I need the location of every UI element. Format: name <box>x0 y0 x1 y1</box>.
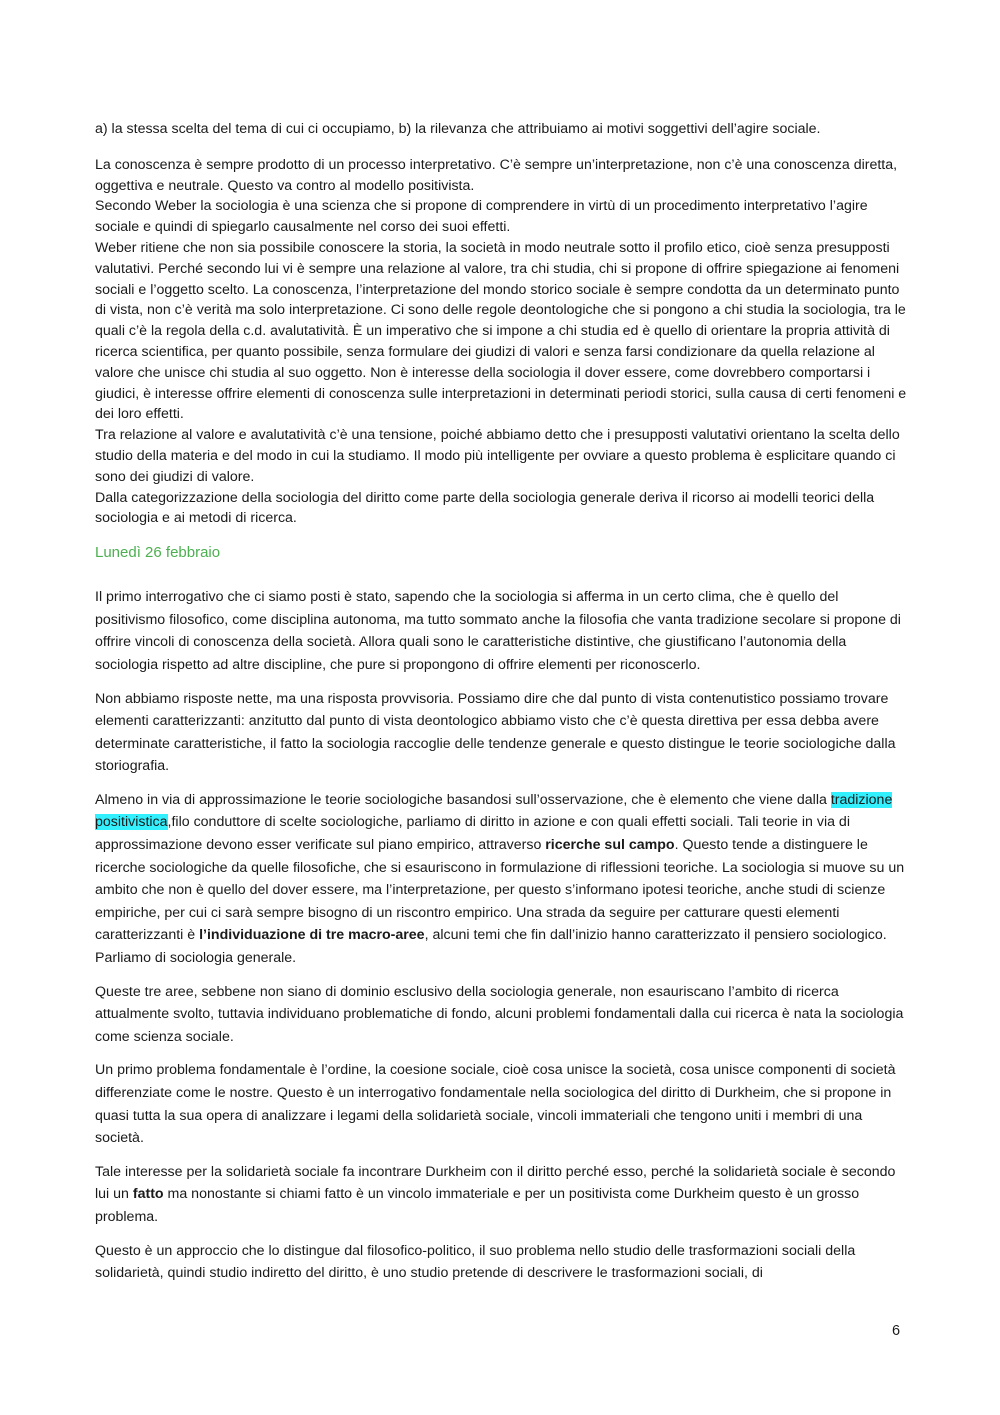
text-run: . Questo tende a distinguere le ricerche sociologiche da quelle filosofiche, che si esauriscono in formulazione di riflessioni teoriche. La sociologia si muove su un ambito che non è quello del dover essere, ma l’interpretazione, per questo s’informano ipotesi teoriche, anche studi di scienze empiriche, per cui ci sarà sempre bisogno di un riscontro empirico. Una strada da seguire per catturare questi elementi caratterizzanti è <box>95 837 905 944</box>
text-run: , alcuni temi che fin dall’inizio hanno caratterizzato il pensiero sociologico. Parliamo di sociologia generale. <box>95 927 887 967</box>
paragraph <box>95 789 907 970</box>
paragraph: La conoscenza è sempre prodotto di un processo interpretativo. C’è sempre un’interpretazione, non c’è una conoscenza diretta, oggettiva e neutrale. Questo va contro al modello positivista. <box>95 156 898 194</box>
weber-section <box>95 155 907 529</box>
paragraph: Il primo interrogativo che ci siamo posti è stato, sapendo che la sociologia si afferma in un certo clima, che è quello del positivismo filosofico, come disciplina autonoma, ma tutto sommato anche la filosofia che vanta tradizione secolare si propone di offrire vincoli di conoscenza della società. Allora quali sono le caratteristiche distintive, che giustificano l’autonomia della sociologia rispetto ad altre discipline, che pure si propongono di offrire elementi per riconoscerlo. <box>95 589 901 673</box>
paragraph: Weber ritiene che non sia possibile conoscere la storia, la società in modo neutrale sotto il profilo etico, cioè senza presupposti valutativi. Perché secondo lui vi è sempre una relazione al valore, tra chi studia, chi si propone di offrire spiegazione ai fenomeni sociali e l’oggetto scelto. La conoscenza, l’interpretazione del mondo storico sociale è sempre condotta da un determinato punto di vista, non c’è verità ma solo interpretazione. Ci sono delle regole deontologiche che si pongono a chi studia la sociologia, tra le quali c’è la regola della c.d. avalutatività. È un imperativo che si impone a chi studia ed è quello di orientare la propria attività di ricerca scientifica, per quanto possibile, senza formulare dei giudizi di valori e senza farsi condizionare da quella relazione al valore che unisce chi studia al suo oggetto. Non è interesse della sociologia il dover essere, come dovrebbero comportarsi i giudici, è interesse offrire elementi di conoscenza sulle interpretazioni in determinati periodi storici, sulla causa di certi fenomeni e dei loro effetti. <box>95 239 907 423</box>
paragraph: Queste tre aree, sebbene non siano di dominio esclusivo della sociologia generale, non esauriscano l’ambito di ricerca attualmente svolto, tuttavia individuano problematiche di fondo, alcuni problemi fondamentali dalla cui ricerca è nata la sociologia come scienza sociale. <box>95 983 904 1045</box>
intro-line: a) la stessa scelta del tema di cui ci occupiamo, b) la rilevanza che attribuiamo ai motivi soggettivi dell’agire sociale. <box>95 121 821 137</box>
text-run: Almeno in via di approssimazione le teorie sociologiche basandosi sull’osservazione, che è elemento che viene dalla <box>95 791 831 808</box>
text-run: ,filo conduttore di scelte sociologiche, parliamo di diritto in azione e con quali effetti sociali. Tali teorie in via di approssimazione devono esser verificate sul piano empirico, attraverso <box>95 814 850 854</box>
highlighted-text: tradizione positivistica <box>95 791 893 831</box>
paragraph: Un primo problema fondamentale è l’ordine, la coesione sociale, cioè cosa unisce la società, cosa unisce componenti di società differenziate come le nostre. Questo è un interrogativo fondamentale nella sociologica del diritto di Durkheim, che si propone in quasi tutta la sua opera di analizzare i legami della solidarietà sociale, vincoli immateriali che tengono uniti i membri di una società. <box>95 1062 896 1147</box>
bold-text: l’individuazione di tre macro-aree <box>199 927 425 944</box>
date-heading: Lunedì 26 febbraio <box>95 544 221 562</box>
paragraph: Secondo Weber la sociologia è una scienza che si propone di comprendere in virtù di un procedimento interpretativo l’agire sociale e quindi di spiegarlo causalmente nel corso dei suoi effetti. <box>95 198 868 236</box>
paragraph: Non abbiamo risposte nette, ma una risposta provvisoria. Possiamo dire che dal punto di vista contenutistico possiamo trovare elementi caratterizzanti: anzitutto dal punto di vista deontologico abbiamo visto che c’è questa direttiva per essa debba avere determinate caratteristiche, il fatto la sociologia raccoglie delle tendenze generale e questo distingue le teorie sociologiche dalla storiografia. <box>95 690 896 775</box>
text-run: Tale interesse per la solidarietà sociale fa incontrare Durkheim con il diritto perché esso, perché la solidarietà sociale è secondo lui un <box>95 1163 896 1203</box>
paragraph: Dalla categorizzazione della sociologia del diritto come parte della sociologia generale deriva il ricorso ai modelli teorici della sociologia e ai metodi di ricerca. <box>95 489 875 527</box>
paragraph <box>95 1161 907 1229</box>
bold-text: fatto <box>132 1186 164 1203</box>
paragraph: Questo è un approccio che lo distingue dal filosofico-politico, il suo problema nello studio delle trasformazioni sociali della solidarietà, quindi studio indiretto del diritto, è uno studio pretende di descrivere le trasformazioni sociali, di <box>95 1242 856 1282</box>
bold-text: ricerche sul campo <box>545 837 675 854</box>
paragraph: Tra relazione al valore e avalutatività c’è una tensione, poiché abbiamo detto che i presupposti valutativi orientano la scelta dello studio della materia e del modo in cui la studiamo. Il modo più intelligente per ovviare a questo problema è esplicitare quando ci sono dei giudizi di valore. <box>95 427 900 485</box>
text-run: ma nonostante si chiami fatto è un vincolo immateriale e per un positivista come Durkheim questo è un grosso problema. <box>95 1186 860 1225</box>
document-body <box>95 119 907 1296</box>
page-number: 6 <box>892 1323 901 1339</box>
